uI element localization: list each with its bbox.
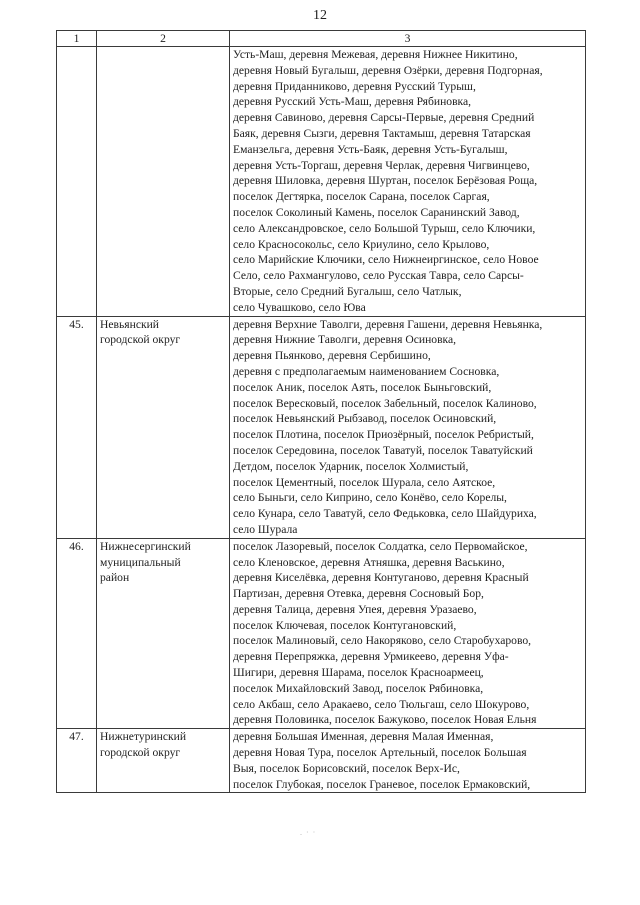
municipality-name-line: Невьянский xyxy=(100,317,160,331)
settlements-list xyxy=(230,729,586,793)
settlements-line: поселок Михайловский Завод, поселок Рябиновка, xyxy=(233,681,484,695)
settlements-line: деревня Большая Именная, деревня Малая Именная, xyxy=(233,730,494,744)
header-row xyxy=(57,31,586,47)
settlements-list xyxy=(230,538,586,729)
row-number: 47. xyxy=(57,729,97,793)
settlements-line: Выя, поселок Борисовский, поселок Верх-Ис, xyxy=(233,761,460,775)
header-cell-3: 3 xyxy=(230,31,586,47)
municipality-name xyxy=(97,316,230,538)
settlements-line: деревня Нижние Таволги, деревня Осиновка, xyxy=(233,333,457,347)
settlements-line: Баяк, деревня Сызги, деревня Тактамыш, деревня Татарская xyxy=(233,126,531,140)
settlements-list xyxy=(230,47,586,317)
settlements-line: деревня Савиново, деревня Сарсы-Первые, деревня Средний xyxy=(233,111,535,125)
settlements-line: Вторые, село Средний Бугалыш, село Чатлык, xyxy=(233,284,462,298)
settlements-line: деревня Перепряжка, деревня Урмикеево, деревня Уфа- xyxy=(233,650,509,664)
settlements-line: деревня Талица, деревня Упея, деревня Уразаево, xyxy=(233,602,477,616)
settlements-line: поселок Ключевая, поселок Контугановский, xyxy=(233,618,457,632)
settlements-line: поселок Аник, поселок Аять, поселок Быньговский, xyxy=(233,380,492,394)
settlements-line: село Быньги, село Киприно, село Конёво, село Корелы, xyxy=(233,491,507,505)
municipality-name-line: муниципальный xyxy=(100,555,181,569)
page-number: 12 xyxy=(313,8,327,23)
settlements-line: село Чувашково, село Юва xyxy=(233,300,366,314)
settlements-line: деревня Половинка, поселок Бажуково, поселок Новая Ельня xyxy=(233,713,537,727)
settlements-line: Шигири, деревня Шарама, поселок Красноармеец, xyxy=(233,666,484,680)
settlements-line: поселок Невьянский Рыбзавод, поселок Осиновский, xyxy=(233,412,497,426)
table-row xyxy=(57,729,586,793)
settlements-line: поселок Вересковый, поселок Забельный, поселок Калиново, xyxy=(233,396,537,410)
settlements-line: Усть-Маш, деревня Межевая, деревня Нижнее Никитино, xyxy=(233,48,518,61)
table-row xyxy=(57,538,586,729)
header-cell-2: 2 xyxy=(97,31,230,47)
settlements-line: село Красносокольс, село Криулино, село Крылово, xyxy=(233,237,490,251)
settlements-line: село Шурала xyxy=(233,522,298,536)
municipality-name xyxy=(97,47,230,317)
table-row xyxy=(57,316,586,538)
settlements-line: деревня Новый Бугалыш, деревня Озёрки, деревня Подгорная, xyxy=(233,63,543,77)
settlements-line: поселок Середовина, поселок Таватуй, поселок Таватуйский xyxy=(233,443,533,457)
municipality-name-line: Нижнесергинский xyxy=(100,539,191,553)
municipality-name-line: район xyxy=(100,571,130,585)
settlements-line: деревня Новая Тура, поселок Артельный, поселок Большая xyxy=(233,746,527,760)
settlements-line: поселок Соколиный Камень, поселок Саранинский Завод, xyxy=(233,205,520,219)
settlements-list xyxy=(230,316,586,538)
municipality-name xyxy=(97,729,230,793)
settlements-line: поселок Глубокая, поселок Граневое, поселок Ермаковский, xyxy=(233,777,531,791)
settlements-line: поселок Дегтярка, поселок Сарана, поселок Саргая, xyxy=(233,190,490,204)
settlements-line: деревня Шиловка, деревня Шуртан, поселок Берёзовая Роща, xyxy=(233,174,538,188)
settlements-line: поселок Малиновый, село Накоряково, село Старобухарово, xyxy=(233,634,532,648)
settlements-line: село Кунара, село Таватуй, село Федьковка, село Шайдуриха, xyxy=(233,507,537,521)
settlements-line: деревня Усть-Торгаш, деревня Черлак, деревня Чигвинцево, xyxy=(233,158,530,172)
settlements-line: деревня Пьянково, деревня Сербишино, xyxy=(233,349,431,363)
municipality-name-line: городской округ xyxy=(100,333,181,347)
settlements-line: Детдом, поселок Ударник, поселок Холмистый, xyxy=(233,459,469,473)
settlements-line: село Акбаш, село Аракаево, село Тюльгаш, село Шокурово, xyxy=(233,697,530,711)
settlements-line: Еманзельга, деревня Усть-Баяк, деревня Усть-Бугалыш, xyxy=(233,142,508,156)
municipality-name-line: городской округ xyxy=(100,746,181,760)
settlements-table xyxy=(56,30,586,793)
municipality-name-line: Нижнетуринский xyxy=(100,730,187,744)
settlements-line: Село, село Рахмангулово, село Русская Тавра, село Сарсы- xyxy=(233,269,524,283)
settlements-line: поселок Цементный, поселок Шурала, село Аятское, xyxy=(233,475,496,489)
settlements-line: деревня Русский Усть-Маш, деревня Рябиновка, xyxy=(233,95,472,109)
row-number xyxy=(57,47,97,317)
municipality-name xyxy=(97,538,230,729)
settlements-line: село Александровское, село Большой Турыш, село Ключики, xyxy=(233,221,536,235)
table-row xyxy=(57,47,586,317)
settlements-line: деревня Приданниково, деревня Русский Турыш, xyxy=(233,79,476,93)
settlements-line: поселок Плотина, поселок Приозёрный, поселок Ребристый, xyxy=(233,428,534,442)
settlements-line: деревня с предполагаемым наименованием Сосновка, xyxy=(233,364,500,378)
settlements-line: деревня Верхние Таволги, деревня Гашени, деревня Невьянка, xyxy=(233,317,543,331)
row-number: 45. xyxy=(57,316,97,538)
scan-artifact: . · · xyxy=(300,828,317,837)
row-number: 46. xyxy=(57,538,97,729)
settlements-line: Партизан, деревня Отевка, деревня Сосновый Бор, xyxy=(233,587,484,601)
settlements-line: село Кленовское, деревня Атняшка, деревня Васькино, xyxy=(233,555,505,569)
settlements-line: поселок Лазоревый, поселок Солдатка, село Первомайское, xyxy=(233,539,528,553)
header-cell-1: 1 xyxy=(57,31,97,47)
settlements-line: деревня Киселёвка, деревня Контуганово, деревня Красный xyxy=(233,571,529,585)
settlements-line: село Марийские Ключики, село Нижнеиргинское, село Новое xyxy=(233,253,539,267)
